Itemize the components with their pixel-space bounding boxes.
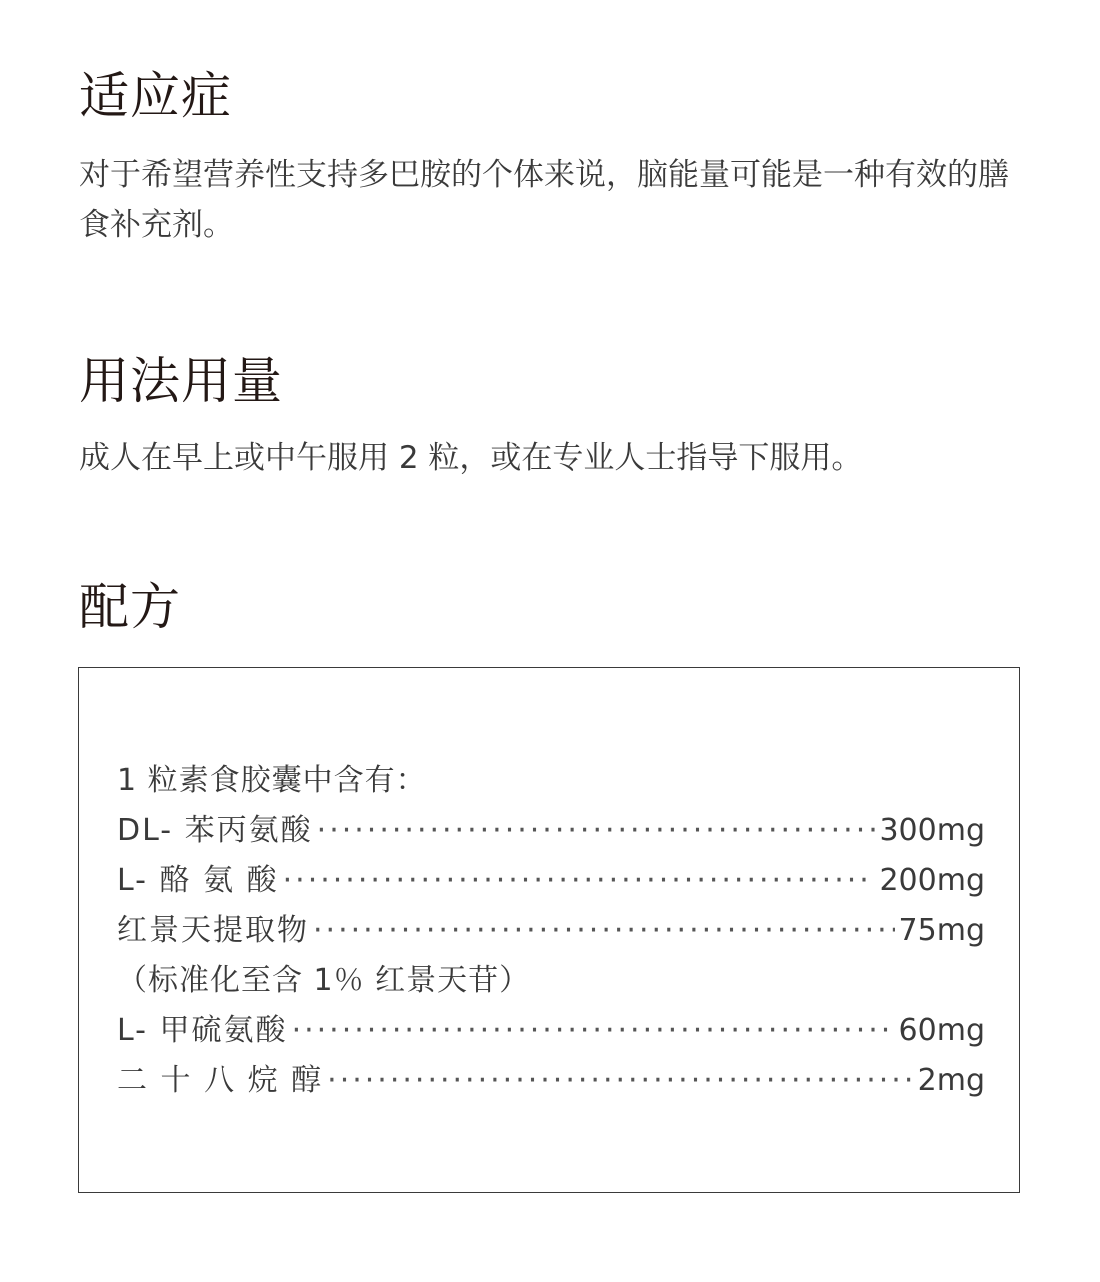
ingredient-amount: 200mg: [879, 863, 985, 898]
dot-leader: [283, 856, 876, 906]
dot-leader: [327, 1056, 913, 1106]
ingredient-amount: 300mg: [879, 813, 985, 848]
ingredient-row: [117, 806, 985, 856]
ingredient-name: DL- 苯丙氨酸: [117, 813, 313, 848]
dot-leader: [313, 906, 895, 956]
ingredient-name: 二 十 八 烷 醇: [117, 1063, 324, 1098]
dot-leader: [317, 806, 876, 856]
ingredient-amount: 75mg: [898, 913, 985, 948]
ingredient-name: 红景天提取物: [117, 913, 309, 948]
indications-text: 对于希望营养性支持多巴胺的个体来说，脑能量可能是一种有效的膳食补充剂。: [79, 157, 1009, 243]
ingredient-note: （标准化至含 1％ 红景天苷）: [117, 963, 531, 998]
ingredient-note-row: [117, 956, 985, 1006]
ingredient-row: [117, 906, 985, 956]
ingredient-amount: 60mg: [898, 1013, 985, 1048]
formula-title: 配方: [79, 578, 181, 636]
ingredient-row: [117, 1006, 985, 1056]
ingredient-row: [117, 856, 985, 906]
ingredient-list: [117, 756, 985, 1106]
ingredient-name: L- 甲硫氨酸: [117, 1013, 288, 1048]
formula-intro: [117, 756, 985, 806]
usage-title: 用法用量: [79, 352, 283, 410]
usage-text: 成人在早上或中午服用 2 粒，或在专业人士指导下服用。: [79, 440, 863, 476]
ingredient-amount: 2mg: [917, 1063, 985, 1098]
dot-leader: [292, 1006, 895, 1056]
indications-title: 适应症: [79, 67, 232, 125]
ingredient-row: [117, 1056, 985, 1106]
ingredient-name: L- 酪 氨 酸: [117, 863, 279, 898]
formula-intro-text: 1 粒素食胶囊中含有：: [117, 763, 427, 798]
